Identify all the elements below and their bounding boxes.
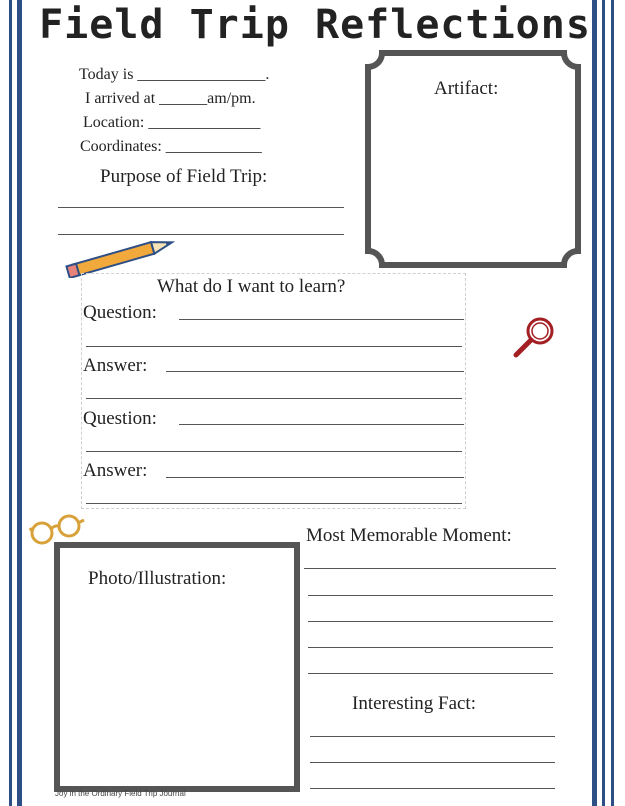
- memorable-label: Most Memorable Moment:: [306, 525, 512, 546]
- answer-1-line: [166, 371, 464, 372]
- learn-heading: What do I want to learn?: [157, 276, 346, 297]
- artifact-label: Artifact:: [434, 78, 499, 99]
- memorable-line-3: [308, 621, 553, 622]
- pencil-icon: [62, 236, 180, 278]
- answer-1-line-2: [86, 398, 462, 399]
- left-border-stripe-1: [9, 0, 12, 806]
- answer-1-label: Answer:: [83, 355, 148, 376]
- today-line: Today is ________________.: [79, 66, 270, 83]
- fact-line-1: [310, 736, 555, 737]
- purpose-label: Purpose of Field Trip:: [100, 166, 268, 187]
- question-2-line-2: [86, 451, 462, 452]
- fact-line-2: [310, 762, 555, 763]
- purpose-write-line-2: [58, 234, 344, 235]
- magnifier-icon: [511, 313, 559, 361]
- coordinates-line: Coordinates: ____________: [80, 138, 262, 155]
- left-border-stripe-2: [17, 0, 22, 806]
- fact-label: Interesting Fact:: [352, 693, 476, 714]
- question-1-line: [179, 319, 464, 320]
- location-line: Location: ______________: [83, 114, 261, 131]
- answer-2-label: Answer:: [83, 460, 148, 481]
- question-1-line-2: [86, 346, 462, 347]
- question-2-line: [179, 424, 464, 425]
- answer-2-line: [166, 477, 464, 478]
- footer-credit: Joy in the Ordinary Field Trip Journal: [55, 789, 186, 798]
- memorable-line-2: [308, 595, 553, 596]
- arrived-line: I arrived at ______am/pm.: [85, 90, 256, 107]
- memorable-line-1: [304, 568, 556, 569]
- memorable-line-5: [308, 673, 553, 674]
- right-border-stripe-2: [602, 0, 605, 806]
- question-2-label: Question:: [83, 408, 157, 429]
- photo-label: Photo/Illustration:: [88, 568, 227, 589]
- page-title: Field Trip Reflections: [39, 2, 591, 48]
- fact-line-3: [310, 788, 555, 789]
- purpose-write-line-1: [58, 207, 344, 208]
- question-1-label: Question:: [83, 302, 157, 323]
- right-border-stripe-1: [592, 0, 597, 806]
- answer-2-line-2: [86, 503, 462, 504]
- right-border-stripe-3: [611, 0, 614, 806]
- memorable-line-4: [308, 647, 553, 648]
